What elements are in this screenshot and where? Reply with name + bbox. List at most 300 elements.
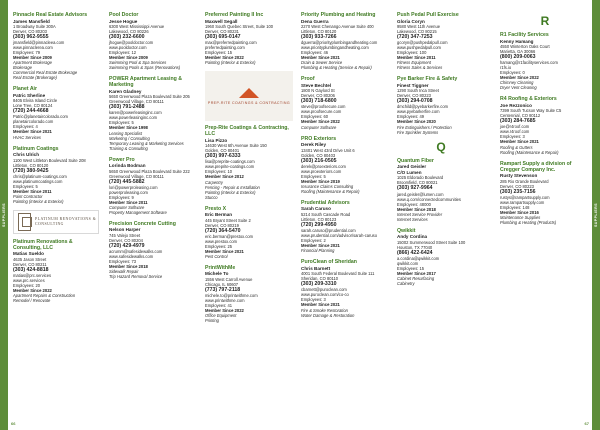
contact-name: Rusty Stevenson (500, 173, 538, 179)
website-link[interactable]: qwikkit.com (397, 260, 419, 266)
company-advertisement (205, 71, 293, 121)
contact-name: James Mansfield (13, 18, 50, 24)
address-line: 4001 South Federal Boulevard Suite 111 (301, 271, 375, 277)
address-line: Denver, CO 80231 (205, 28, 239, 34)
contact-name: Maxwell Segall (205, 18, 238, 24)
service-category: Internet Services (397, 216, 428, 222)
contact-name: Andy Cordina (397, 234, 428, 240)
company-name: Prudential Advisors (301, 199, 350, 206)
employee-count: Employees: 15 (205, 50, 233, 56)
company-name: Pye Barker Fire & Safety (397, 76, 458, 83)
contact-name: Joe Rezzonico (500, 102, 532, 108)
website-link[interactable]: www.pinnaclerea.com (13, 45, 53, 51)
email-link[interactable]: cbarnett@puroclean.com (301, 287, 347, 293)
column-5 (397, 12, 485, 292)
column-4 (301, 12, 389, 324)
employee-count: Employees: 25 (205, 243, 233, 249)
website-link[interactable]: www.pushpedalpull.com (397, 45, 441, 51)
contact-name: Sarah Caruso (301, 206, 331, 212)
member-since: Member Since 2017 (397, 270, 436, 276)
email-link[interactable]: dguerra@priorityplumbingandheating.com (301, 40, 378, 46)
email-link[interactable]: dmchild@pyebarkerfire.com (397, 104, 449, 110)
address-line: Broomfield, CO 80021 (397, 180, 438, 186)
address-line: 6300 West Mississippi Avenue (109, 23, 165, 29)
website-link[interactable]: powerproleasing.com (109, 189, 148, 195)
suppliers-side-tab-left (0, 0, 8, 430)
email-link[interactable]: jared.geisler@lumen.com (397, 191, 444, 197)
employee-count: Employees: 46 (301, 50, 329, 56)
member-since: Member Since 2016 (500, 209, 539, 215)
member-since: Member Since 2011 (397, 55, 436, 61)
address-line: 1800 N Gaylord St (301, 88, 335, 94)
directory-entry (205, 265, 293, 323)
directory-entry (301, 259, 389, 317)
directory-entry (13, 146, 101, 204)
address-line: Littleton, CO 80120 (301, 28, 337, 34)
address-line: Denver, CO 80223 (500, 183, 534, 189)
address-line: 285 Rio Grande Boulevard (500, 178, 549, 184)
email-link[interactable]: hamang@r1facilityservices.com (500, 60, 558, 66)
service-category: Painting (Interior & Exterior) (13, 198, 64, 204)
contact-name: Eric Berman (205, 212, 233, 218)
address-line: 15002 Summerwood Street Suite 100 (397, 239, 466, 245)
address-line: Houston, TX 77040 (397, 244, 433, 250)
service-category: Painting (Interior & Exterior) (205, 60, 256, 66)
member-since: Member Since 2022 (205, 308, 244, 314)
service-category: Roofing & Gutters (500, 144, 533, 150)
address-line: 5650 Greenwood Plaza Boulevard Suite 205 (109, 94, 190, 100)
service-category: Fire & Smoke Restoration (301, 307, 348, 313)
directory-entry (109, 157, 197, 215)
directory-entry (13, 86, 101, 139)
email-link[interactable]: Patric@planetaircolorado.com (13, 114, 68, 120)
address-line: 5214 South Cascade Road (301, 211, 351, 217)
member-since: Member Since 2021 (301, 302, 340, 308)
phone-number[interactable]: (800) 209-0063 (500, 53, 536, 60)
directory-entry (301, 76, 389, 129)
service-category: Printing (205, 318, 219, 324)
directory-entry (109, 76, 197, 150)
address-line: Lakewood, CO 80226 (109, 28, 149, 34)
address-line: Lone Tree, CO 80124 (13, 103, 53, 109)
company-name: PRO Exteriors (301, 135, 337, 142)
member-since: Member Since 2022 (301, 119, 340, 125)
service-category: Real Estate (Brokerage) (13, 75, 57, 81)
email-link[interactable]: lisa@preprite-coatings.com (205, 159, 255, 165)
address-line: Sheridan, CO 80110 (301, 276, 339, 282)
address-line: Marietta, GA 30066 (500, 48, 536, 54)
address-line: 1960 South Quebec Street, Suite 100 (205, 23, 274, 29)
service-category: Cabinetry (397, 281, 415, 287)
address-line: 7399 South Tucson Way Suite C5 (500, 108, 562, 114)
company-name: Power Pro (109, 156, 135, 163)
column-2 (109, 12, 197, 285)
directory-entry (13, 12, 101, 80)
contact-care-of: C/O Lumen (397, 170, 422, 176)
service-category: Painting (Interior & Exterior) (205, 189, 256, 195)
member-since: Member Since 2012 (205, 174, 244, 180)
employee-count: Employees: 60 (301, 114, 329, 120)
contact-name: Chris Ulrich (13, 152, 40, 158)
website-link[interactable]: www.puroclean.com/co-co (301, 292, 349, 298)
website-link[interactable]: r1fs.io (500, 65, 512, 71)
employee-count: Employees: 5 (301, 173, 326, 179)
email-link[interactable]: eric.berman@prestox.com (205, 233, 254, 239)
service-category: Trip Hazard Removal Service (109, 274, 163, 280)
member-since: Member Since 2021 (301, 243, 340, 249)
company-name: Quantum Fiber (397, 157, 434, 164)
phone-number[interactable]: (303) 235-7156 (500, 188, 536, 195)
service-category: Stucco (205, 194, 218, 200)
company-name: Precision Concrete Cutting (109, 220, 176, 227)
service-category: Apartment Repairs & Construction (13, 293, 76, 299)
contact-name: Lisa Pizzo (205, 137, 228, 143)
member-since: Member Since 2021 (13, 129, 52, 135)
service-category: Property Management Software (109, 209, 167, 215)
email-link[interactable]: joe@r4roof.com (500, 124, 530, 130)
contact-name: Nelson Harper (109, 227, 141, 233)
service-category: Fire Extinguishers / Protection (397, 124, 452, 130)
directory-entry (397, 76, 485, 134)
service-category: Computer Software (301, 124, 337, 130)
company-name: Proof (301, 76, 315, 83)
phone-number[interactable]: (720) 429-4979 (109, 242, 145, 249)
company-name: POWER Apartment Leasing & Marketing (109, 76, 183, 89)
service-category: Water Damage & Restoration (301, 312, 355, 318)
member-since: Member Since 1998 (109, 125, 148, 131)
phone-number[interactable]: (303) 294-0708 (397, 98, 433, 105)
company-name: Priority Plumbing and Heating (301, 12, 376, 18)
website-link[interactable]: planetaircolorado.com (13, 119, 54, 125)
employee-count: Employees: 10 (205, 169, 233, 175)
directory-entry (205, 12, 293, 65)
suppliers-side-tab-right (592, 0, 600, 430)
phone-number[interactable]: (303) 962-9555 (13, 33, 49, 40)
website-link[interactable]: www.proexteriors.com (301, 168, 342, 174)
address-line: 8405 Elvira Island Circle (13, 98, 58, 104)
company-name: R4 Roofing & Exteriors (500, 96, 557, 103)
email-link[interactable]: chris@platinum-coatings.com (13, 173, 67, 179)
column-3 (205, 12, 293, 329)
employee-count: Employees: 0 (500, 70, 525, 76)
member-since: Member Since 2022 (500, 75, 539, 81)
directory-entry (500, 96, 590, 154)
company-name: Platinum Coatings (13, 145, 59, 152)
website-link[interactable]: www.platinumcoatings.com (13, 178, 63, 184)
website-link[interactable]: www.pyebarkerfire.com (397, 109, 440, 115)
employee-count: Employees: 9 (109, 194, 134, 200)
member-since: Member Since 2009 (109, 55, 148, 61)
phone-number[interactable]: (720) 244-4668 (13, 108, 49, 115)
company-name: Rampart Supply a division of Cregger Company Inc. (500, 160, 572, 173)
email-link[interactable]: rustys@rampartsupply.com (500, 194, 550, 200)
address-line: Greenwood Village, CO 80111 (109, 173, 164, 179)
address-line: Chicago, IL 60607 (205, 281, 239, 287)
service-category: Roofing (Maintenance & Repair) (301, 188, 360, 194)
address-line: 1290 South Inca Street (397, 88, 439, 94)
contact-name: Gloria Coryn (397, 18, 425, 24)
service-category: Temporary Leasing & Marketing Services (109, 140, 184, 146)
section-letter: Q (436, 139, 446, 154)
address-line: Denver, CO 80203 (13, 28, 47, 34)
service-category: Internet Service Provider (397, 211, 443, 217)
service-category: Maintenance Supplies (500, 214, 541, 220)
phone-number[interactable]: (303) 695-0147 (205, 33, 241, 40)
employee-count: Employees: 15 (397, 265, 425, 271)
phone-number[interactable]: (720) 299-4950 (301, 221, 337, 228)
side-tab-label: SUPPLIERS (2, 203, 6, 227)
directory-entry (301, 136, 389, 194)
website-link[interactable]: www.prc.services (13, 278, 45, 284)
service-category: Training & Consulting (109, 145, 148, 151)
website-link[interactable]: www.q.com/connectedcommunities (397, 196, 461, 202)
company-name: Platinum Renovations & Consulting, LLC (13, 238, 73, 251)
service-category: Fencing - Repair & Installation (205, 184, 260, 190)
address-line: 4550 Winterton Oaks Court (500, 43, 550, 49)
address-line: 5650 Greenwood Plaza Boulevard Suite 222 (109, 168, 190, 174)
contact-name: Jesse Hogue (109, 18, 138, 24)
email-link[interactable]: max@preferredpainting.com (205, 40, 257, 46)
service-category: Pest Control (205, 253, 228, 259)
email-link[interactable]: karen@powerleasinginc.com (109, 110, 162, 116)
address-line: 4635 Jason Street (13, 256, 47, 262)
employee-count: Employees: 3 (500, 134, 525, 140)
service-category: Swimming Pool & Spa Services (109, 60, 167, 66)
service-category: Financial Planning (301, 248, 335, 254)
address-line: 1100 West Littleton Boulevard Suite 208 (13, 157, 86, 163)
service-category: Insurance Claims Consulting (301, 183, 354, 189)
member-since: Member Since 2022 (205, 55, 244, 61)
directory-entry (301, 12, 389, 70)
service-category: Chimney Cleaning (500, 80, 534, 86)
company-name: Presto X (205, 205, 227, 212)
phone-number[interactable]: (303) 424-8818 (13, 266, 49, 273)
address-line: Denver, CO 80219 (205, 222, 239, 228)
directory-entry (500, 161, 590, 225)
website-link[interactable]: www.powerleasinginc.com (109, 115, 158, 121)
employee-count: Employees: 148 (500, 204, 530, 210)
address-line: Denver, CO 80211 (13, 261, 47, 267)
service-category: Drain & Sewer Service (301, 60, 343, 66)
phone-number[interactable]: (303) 927-9964 (397, 185, 433, 192)
member-since: Member Since 2020 (397, 119, 436, 125)
address-line: 1556 West Carroll Avenue (205, 276, 253, 282)
website-link[interactable]: www.prudential.com/advisor/sarah-caruso (301, 233, 377, 239)
address-line: Littleton, CO 80123 (301, 216, 337, 222)
company-name: Qwikkit (397, 227, 416, 234)
email-link[interactable]: jmansfield@pinnacleea.com (13, 40, 65, 46)
service-category: Carpentry (205, 179, 223, 185)
phone-number[interactable]: (303) 791-2488 (109, 104, 145, 111)
email-link[interactable]: matias@prc.services (13, 273, 52, 279)
company-name: Pool Doctor (109, 12, 139, 18)
phone-number[interactable]: (303) 216-0505 (301, 157, 337, 164)
service-category: Fitness Sales & Services (397, 65, 443, 71)
contact-name: Dena Guerra (301, 18, 329, 24)
service-category: Roofing (Maintenance & Repair) (500, 149, 559, 155)
member-since: Member Since 2022 (13, 288, 52, 294)
directory-entry (13, 239, 101, 303)
service-category: Plumbing & Heating (Products) (500, 219, 557, 225)
email-link[interactable]: derek@proexteriors.com (301, 163, 346, 169)
phone-number[interactable]: (303) 232-6600 (109, 33, 145, 40)
column-6 (500, 12, 590, 231)
service-category: Sidewalk Repair (109, 269, 139, 275)
phone-number[interactable]: (720) 380-9425 (13, 167, 49, 174)
address-line: 14630 West 6th Avenue Suite 150 (205, 143, 267, 149)
service-category: Paint Contractor (13, 193, 43, 199)
member-since: Member Since 2018 (397, 206, 436, 212)
phone-number[interactable]: (303) 997-6333 (205, 153, 241, 160)
address-line: 9580 West 11th Avenue (397, 23, 441, 29)
service-category: Office Equipment (205, 313, 237, 319)
service-category: Plumbing & Heating (Service & Repair) (301, 65, 372, 71)
phone-number[interactable]: (303) 284-7685 (500, 118, 536, 125)
address-line: Centennial, CO 80112 (500, 113, 541, 119)
website-link[interactable]: www.pooldoctor.com (109, 45, 147, 51)
address-line: 445 Bryant Street Suite 2 (205, 217, 251, 223)
contact-name: Patric Sherline (13, 92, 46, 98)
member-since: Member Since 2011 (13, 188, 52, 194)
contact-name: Matias Sueldo (13, 251, 44, 257)
directory-entry (205, 125, 293, 199)
address-line: 13401 West 43rd Drive Unit 6 (301, 147, 355, 153)
company-name: R1 Facility Services (500, 32, 549, 38)
company-name: Prep-Rite Coatings & Contracting, LLC (205, 125, 289, 138)
service-category: Leasing Specialist (109, 130, 142, 136)
employee-count: Employees: 5 (13, 183, 38, 189)
contact-name: Steve Bechtel (301, 82, 332, 88)
directory-entry (205, 206, 293, 259)
directory-entry (397, 228, 485, 286)
website-link[interactable]: www.prestox.com (205, 238, 238, 244)
address-line: Littleton, CO 80120 (13, 162, 49, 168)
address-line: Denver, CO 80223 (397, 93, 431, 99)
phone-number[interactable]: (720) 364-5470 (205, 227, 241, 234)
section-letter: R (540, 14, 550, 28)
email-link[interactable]: sarah.caruso@prudential.com (301, 228, 356, 234)
logo-mark-icon (18, 213, 31, 231)
member-since: Member Since 2021 (301, 55, 340, 61)
address-line: Golden, CO 80403 (301, 152, 336, 158)
email-link[interactable]: lori@powerproleasing.com (109, 184, 158, 190)
ad-text: PREP-RITE COATINGS & CONTRACTING (207, 100, 291, 105)
employee-count: Employees: 41 (205, 303, 233, 309)
phone-number[interactable]: (866) 422-6424 (397, 249, 433, 256)
employee-count: Employees: 20 (13, 283, 41, 289)
employee-count: Employees: 48000 (397, 201, 431, 207)
service-category: Cabinet Resurfacing (397, 276, 435, 282)
employee-count: Employees: 49 (397, 114, 425, 120)
employee-count: Employees: 73 (109, 259, 137, 265)
house-roof-icon (239, 88, 259, 98)
contact-name: Chris Barnett (301, 265, 331, 271)
service-category: Marketing / Consulting (109, 135, 150, 141)
phone-number[interactable]: (773) 797-2118 (205, 286, 241, 293)
company-name: Pinnacle Real Estate Advisors (13, 12, 88, 18)
contact-name: Lorinda Bodman (109, 163, 146, 169)
contact-name: Michele To (205, 271, 229, 277)
page-number-right: 67 (584, 421, 589, 426)
contact-name: Jared Geisler (397, 164, 427, 170)
employee-count: Employees: 79 (13, 50, 41, 56)
address-line: Greenwood Village, CO 80111 (109, 99, 164, 105)
contact-name: Finest Tiggner (397, 82, 429, 88)
phone-number[interactable]: (303) 933-7266 (301, 33, 337, 40)
employee-count: Employees: 4 (13, 124, 38, 130)
phone-number[interactable]: (720) 347-7253 (397, 33, 433, 40)
website-link[interactable]: www.proofsecure.com (301, 109, 342, 115)
employee-count: Employees: 2 (301, 238, 326, 244)
employee-count: Employees: 12 (109, 50, 137, 56)
company-name: Preferred Painting II Inc (205, 12, 264, 18)
phone-number[interactable]: (303) 718-6800 (301, 98, 337, 105)
member-since: Member Since 2011 (109, 199, 148, 205)
email-link[interactable]: steve@proofsecure.com (301, 104, 346, 110)
service-category: Dryer Vent Cleaning (500, 85, 537, 91)
address-line: 2270 West Chenango Avenue Suite 400 (301, 23, 374, 29)
employee-count: Employees: 5 (109, 120, 134, 126)
page-number-left: 66 (11, 421, 16, 426)
website-link[interactable]: www.priorityplumbingandheating.com (301, 45, 369, 51)
address-line: Denver, CO 80204 (109, 237, 143, 243)
directory-entry (109, 221, 197, 279)
website-link[interactable]: www.printwithme.com (205, 298, 245, 304)
directory-entry (397, 158, 485, 222)
member-since: Member Since 2021 (500, 139, 539, 145)
phone-number[interactable]: (720) 445-5882 (109, 178, 145, 185)
service-category: Remodel / Renovate (13, 298, 51, 304)
contact-name: Derek Riley (301, 142, 327, 148)
member-since: Member Since 2021 (205, 248, 244, 254)
email-link[interactable]: gcoryn@pushpedalpull.com (397, 40, 448, 46)
company-logo (13, 210, 99, 234)
website-link[interactable]: www.r4roof.com (500, 129, 530, 135)
company-name: Push Pedal Pull Exercise (397, 12, 459, 18)
service-category: Commercial Real Estate Brokerage (13, 70, 78, 76)
member-since: Member Since 2018 (109, 264, 148, 270)
website-link[interactable]: www.safesidewalks.com (109, 254, 154, 260)
email-link[interactable]: a.cordina@qwikkit.com (397, 255, 440, 261)
email-link[interactable]: acrumm@safesidewalks.com (109, 249, 163, 255)
address-line: 1 Broadway Suite 300A (13, 23, 56, 29)
email-link[interactable]: jhogue@pooldoctor.com (109, 40, 154, 46)
address-line: Lakewood, CO 80215 (397, 28, 437, 34)
service-category: Computer Software (109, 204, 145, 210)
member-since: Member Since 2019 (301, 178, 340, 184)
service-category: HVAC Services (13, 134, 41, 140)
service-category: Swimming Pools & Spas (Renovations) (109, 65, 181, 71)
contact-name: Karen Gladney (109, 88, 142, 94)
website-link[interactable]: www.rampartsupply.com (500, 199, 545, 205)
directory-entry (500, 32, 590, 90)
address-line: 1025 Eldorado Boulevard (397, 175, 444, 181)
service-category: Fitness Equipment (397, 60, 431, 66)
website-link[interactable]: preferredpainting.com (205, 45, 245, 51)
address-line: Denver, CO 80206 (301, 93, 335, 99)
email-link[interactable]: michele.to@printwithme.com (205, 293, 258, 299)
employee-count: Employees: 3 (301, 297, 326, 303)
website-link[interactable]: www.preprite-coatings.com (205, 164, 255, 170)
company-name: PrintWithMe (205, 264, 236, 271)
service-category: Brokerage (13, 65, 32, 71)
service-category: Fire Sprinkler Systems (397, 129, 439, 135)
phone-number[interactable]: (303) 209-3310 (301, 281, 337, 288)
address-line: 745 Valejo Street (109, 232, 141, 238)
directory-entry (301, 200, 389, 253)
address-line: Golden, CO 80401 (205, 148, 240, 154)
directory-entry (397, 12, 485, 70)
